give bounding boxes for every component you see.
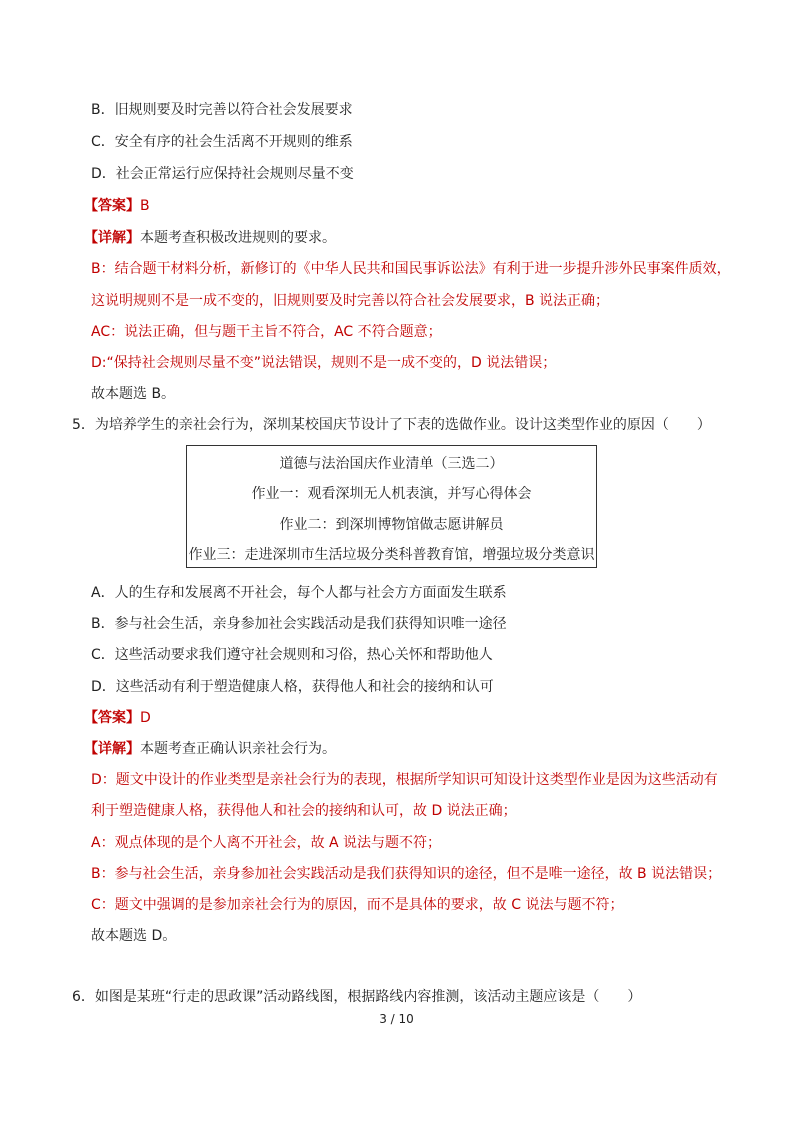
q4-option-c: C．安全有序的社会生活离不开规则的维系	[91, 134, 353, 150]
q4-analysis-line: AC：说法正确，但与题干主旨不符合，AC 不符合题意；	[91, 324, 442, 340]
q5-analysis-line: C：题文中强调的是参加亲社会行为的原因，而不是具体的要求，故 C 说法与题不符；	[91, 897, 624, 913]
q5-answer	[84, 708, 151, 728]
q4-answer	[84, 196, 150, 216]
answer-tag: 【答案】	[84, 710, 140, 726]
page-number: 3 / 10	[379, 1012, 414, 1026]
table-row: 作业三：走进深圳市生活垃圾分类科普教育馆，增强垃圾分类意识	[188, 547, 595, 563]
q5-option-b: B．参与社会生活，亲身参加社会实践活动是我们获得知识唯一途径	[91, 616, 507, 632]
answer-tag: 【答案】	[84, 198, 140, 214]
q4-analysis-line: 这说明规则不是一成不变的，旧规则要及时完善以符合社会发展要求，B 说法正确；	[91, 293, 610, 309]
detail-tag: 【详解】	[84, 230, 140, 246]
q4-option-d: D．社会正常运行应保持社会规则尽量不变	[91, 166, 354, 182]
q4-conclusion: 故本题选 B。	[91, 386, 176, 402]
homework-table	[186, 445, 597, 568]
detail-text: 本题考查积极改进规则的要求。	[140, 230, 336, 246]
table-row-title: 道德与法治国庆作业清单（三选二）	[279, 456, 504, 472]
q4-analysis-line: D:“保持社会规则尽量不变”说法错误，规则不是一成不变的，D 说法错误；	[91, 355, 557, 371]
answer-value: B	[140, 198, 150, 214]
q5-analysis-line: B：参与社会生活，亲身参加社会实践活动是我们获得知识的途径，但不是唯一途径，故 B 说法错误；	[91, 866, 722, 882]
q5-option-a: A．人的生存和发展离不开社会，每个人都与社会方方面面发生联系	[91, 585, 507, 601]
q5-analysis-line: D：题文中设计的作业类型是亲社会行为的表现，根据所学知识可知设计这类型作业是因为这些活动有	[91, 772, 718, 788]
table-row: 作业一：观看深圳无人机表演，并写心得体会	[251, 486, 532, 502]
q5-option-c: C．这些活动要求我们遵守社会规则和习俗，热心关怀和帮助他人	[91, 647, 493, 663]
detail-tag: 【详解】	[84, 741, 140, 757]
detail-text: 本题考查正确认识亲社会行为。	[140, 741, 336, 757]
q4-detail	[84, 228, 336, 248]
q5-option-d: D．这些活动有利于塑造健康人格，获得他人和社会的接纳和认可	[91, 679, 494, 695]
table-row: 作业二：到深圳博物馆做志愿讲解员	[279, 517, 504, 533]
answer-value: D	[140, 710, 151, 726]
q4-option-b: B．旧规则要及时完善以符合社会发展要求	[91, 102, 353, 118]
q6-stem: 6．如图是某班“行走的思政课”活动路线图，根据路线内容推测，该活动主题应该是（ ）	[72, 989, 642, 1005]
q5-analysis-line: 利于塑造健康人格，获得他人和社会的接纳和认可，故 D 说法正确；	[91, 803, 517, 819]
q5-conclusion: 故本题选 D。	[91, 928, 177, 944]
q4-analysis-line: B：结合题干材料分析，新修订的《中华人民共和国民事诉讼法》有利于进一步提升涉外民事案件质效，	[91, 261, 731, 277]
q5-analysis-line: A：观点体现的是个人离不开社会，故 A 说法与题不符；	[91, 835, 442, 851]
q5-detail	[84, 739, 336, 759]
q5-stem: 5．为培养学生的亲社会行为，深圳某校国庆节设计了下表的选做作业。设计这类型作业的原因（ ）	[72, 417, 711, 433]
